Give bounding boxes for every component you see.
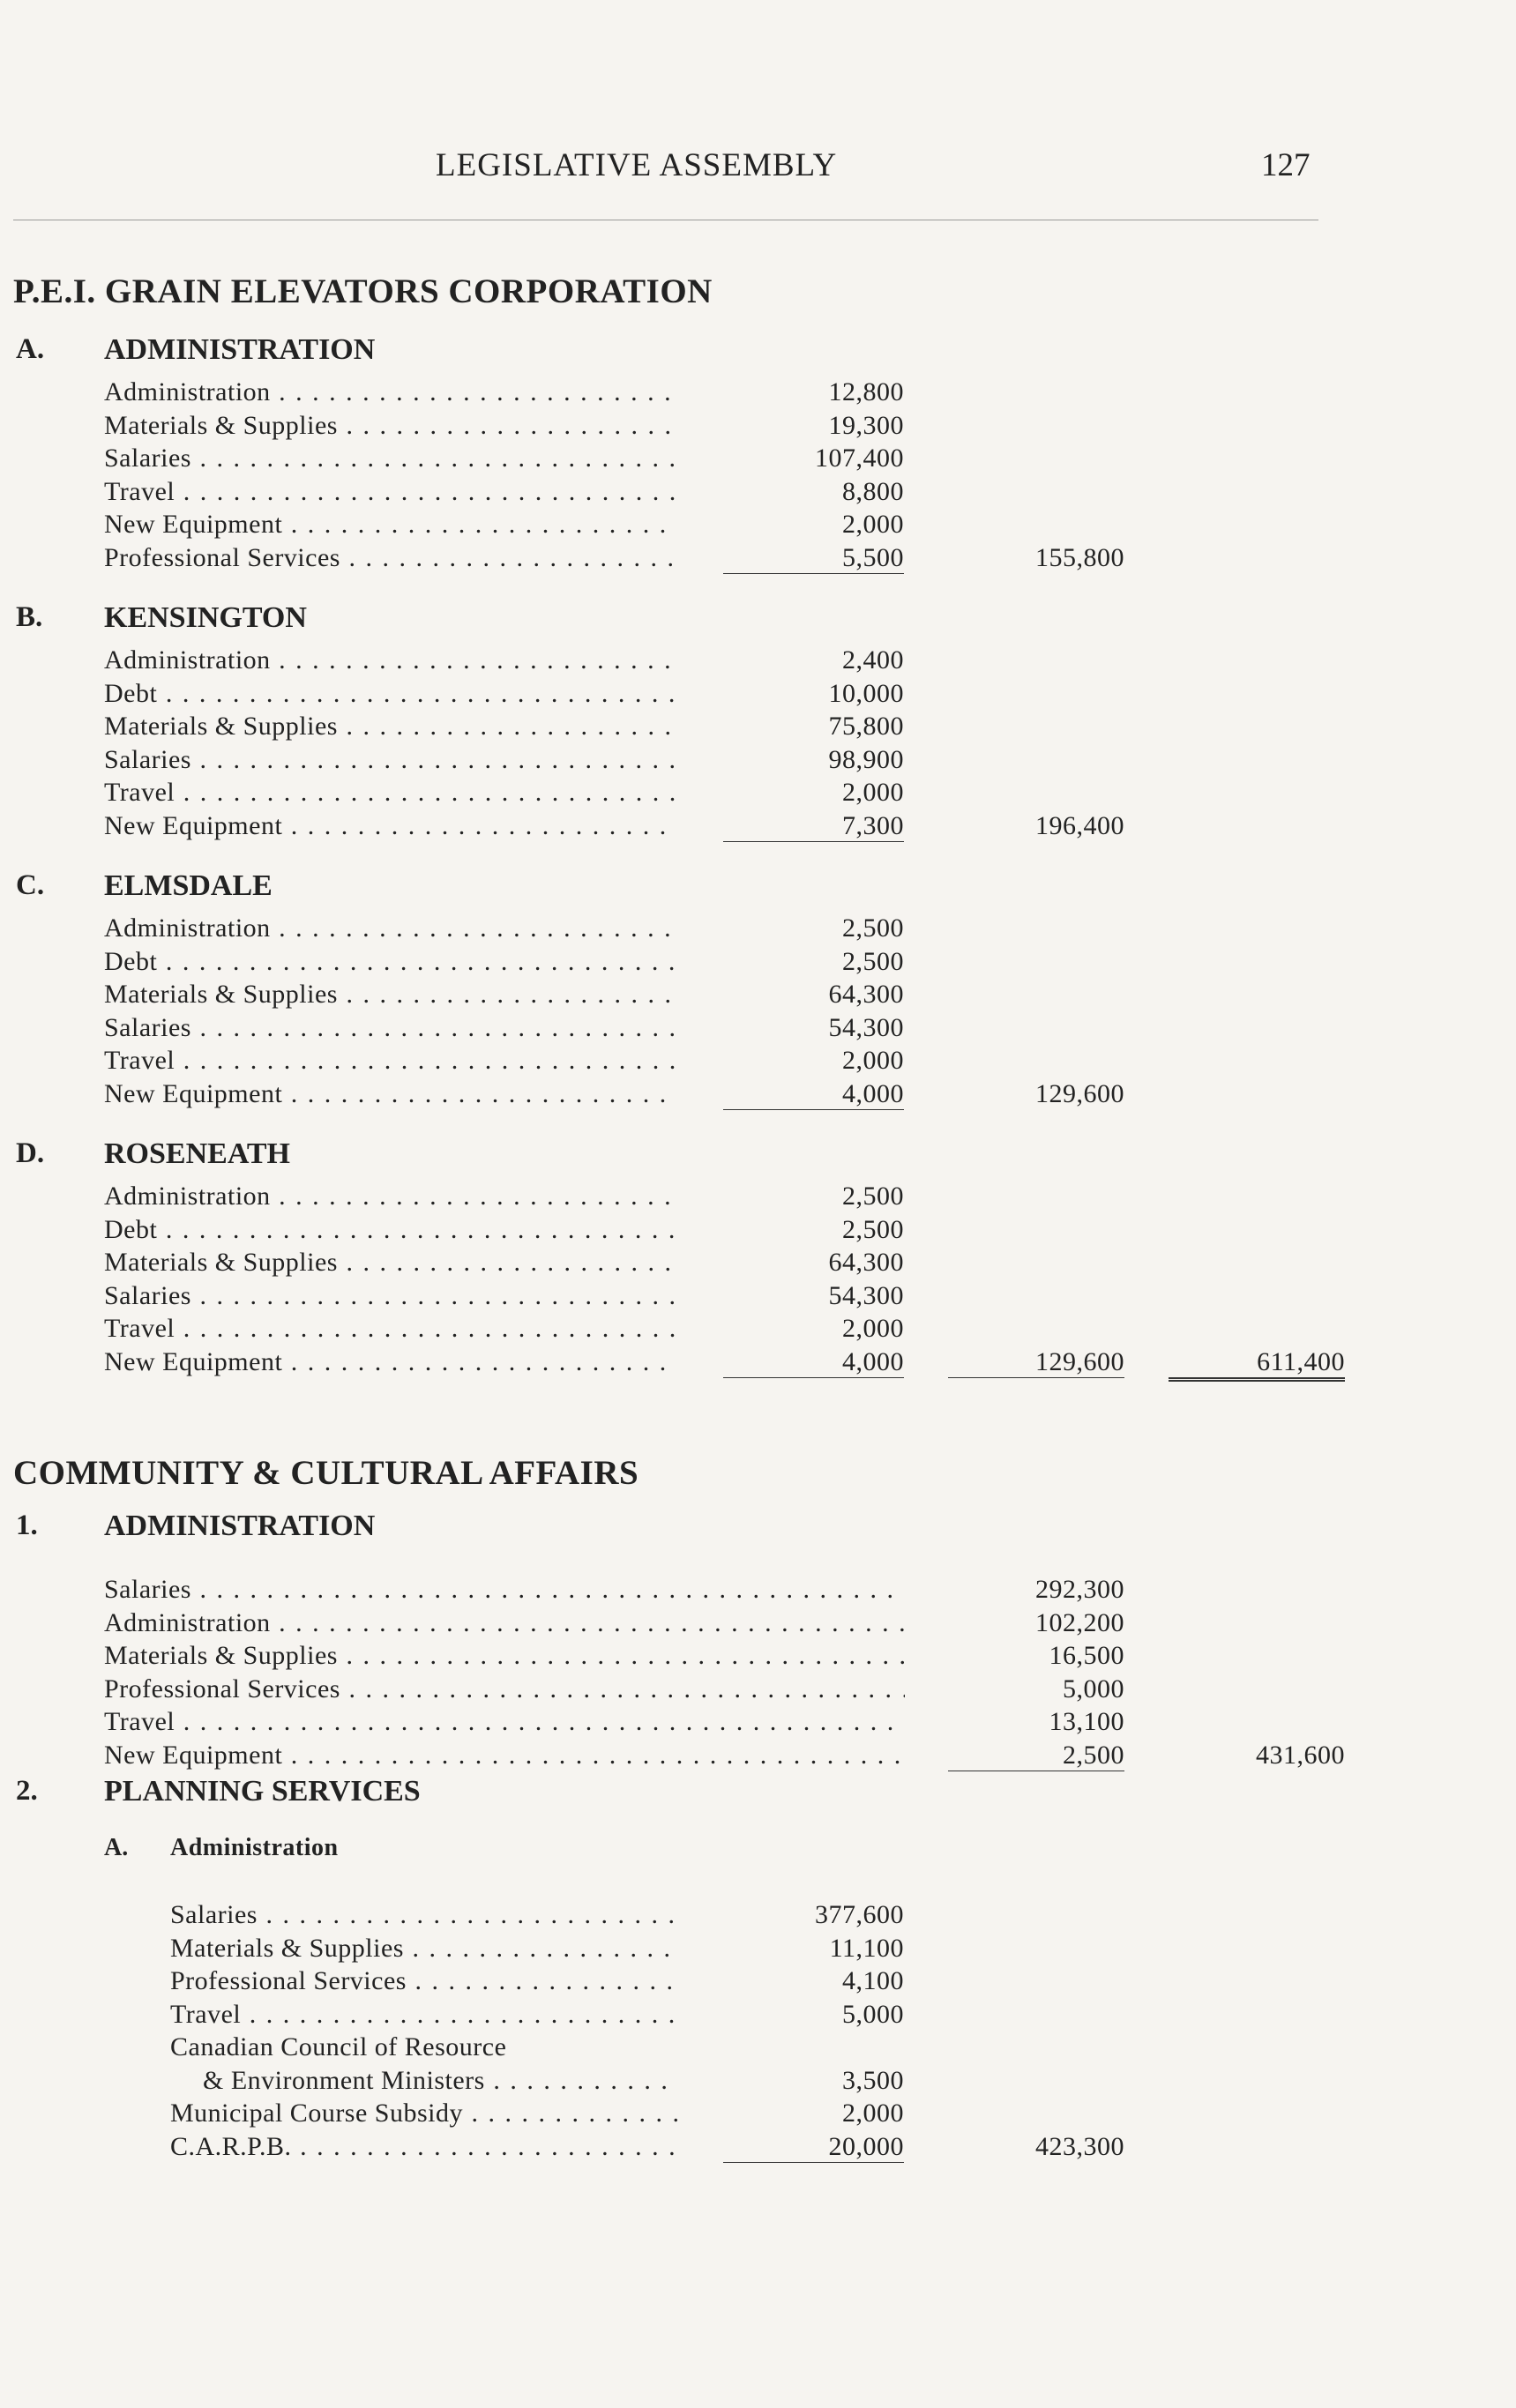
line-item-amount: 8,800 <box>842 476 904 506</box>
line-item-label: Professional Services . . . <box>104 543 677 573</box>
line-item-label: New Equipment . . . <box>104 811 677 841</box>
line-item-label: New Equipment . . . <box>104 1347 677 1377</box>
line-item-label: Administration . . . <box>104 377 677 407</box>
line-item-label: Travel . . . <box>170 2000 677 2030</box>
subsection-title: ROSENEATH <box>104 1137 290 1170</box>
line-item-label: Canadian Council of Resource <box>170 2032 507 2061</box>
section-total: 431,600 <box>1256 1740 1345 1770</box>
line-item-amount: 5,000 <box>1063 1674 1124 1703</box>
line-item-amount: 3,500 <box>842 2065 904 2095</box>
line-item-label: Administration . . . <box>104 645 677 675</box>
line-item-amount: 98,900 <box>828 744 904 774</box>
line-item-label: Travel . . . <box>104 1046 677 1076</box>
section-total: 129,600 <box>948 1347 1124 1378</box>
line-item-label: Debt . . . <box>104 679 677 709</box>
line-item-label: New Equipment . . . <box>104 1079 677 1109</box>
line-item-amount: 11,100 <box>829 1933 904 1963</box>
page-number: 127 <box>1261 147 1311 183</box>
subsection-title: ADMINISTRATION <box>104 333 376 366</box>
line-item-amount: 2,000 <box>842 1046 904 1075</box>
line-item-label: Administration . . . <box>104 1182 677 1211</box>
line-item-amount: 4,100 <box>842 1966 904 1995</box>
line-item-label: Debt . . . <box>104 1215 677 1245</box>
line-item-amount: 64,300 <box>828 980 904 1009</box>
line-item-amount: 75,800 <box>828 712 904 741</box>
section-title-community: COMMUNITY & CULTURAL AFFAIRS <box>13 1454 639 1492</box>
subsection-title: PLANNING SERVICES <box>104 1775 421 1808</box>
subsection-title: ADMINISTRATION <box>104 1510 376 1542</box>
section-total: 423,300 <box>1035 2131 1124 2161</box>
line-item-label: Salaries . . . <box>104 444 677 473</box>
section-total: 196,400 <box>1035 810 1124 840</box>
subsection-title: ELMSDALE <box>104 869 273 902</box>
line-item-amount: 2,000 <box>842 2099 904 2128</box>
line-item-amount: 16,500 <box>1049 1641 1124 1670</box>
line-item-amount: 54,300 <box>828 1012 904 1042</box>
line-item-amount: 2,400 <box>842 645 904 675</box>
line-item-amount: 2,500 <box>842 1214 904 1244</box>
line-item-label: Travel . . . <box>104 778 677 808</box>
line-item-amount: 2,500 <box>842 946 904 976</box>
line-item-amount: 54,300 <box>828 1280 904 1310</box>
line-item-amount: 107,400 <box>815 444 904 473</box>
line-item-label: Materials & Supplies . . . <box>104 712 677 742</box>
line-item-amount: 2,000 <box>842 510 904 539</box>
line-item-label: Municipal Course Subsidy . . . <box>170 2099 677 2128</box>
line-item-label: Salaries . . . <box>104 1575 905 1605</box>
subsection-letter: C. <box>16 869 45 901</box>
line-item-amount: 2,500 <box>948 1741 1124 1771</box>
line-item-label: Salaries . . . <box>104 745 677 775</box>
line-item-label: Debt . . . <box>104 947 677 977</box>
line-item-amount: 377,600 <box>815 1900 904 1929</box>
sub-subsection-title: Administration <box>170 1834 339 1861</box>
line-item-label: Materials & Supplies . . . <box>170 1934 677 1964</box>
line-item-label: Travel . . . <box>104 1314 677 1344</box>
line-item-amount: 102,200 <box>1035 1607 1124 1637</box>
line-item-label: Salaries . . . <box>104 1013 677 1043</box>
line-item-amount: 64,300 <box>828 1248 904 1277</box>
subsection-letter: B. <box>16 601 43 633</box>
line-item-amount: 4,000 <box>723 1347 904 1378</box>
page-header <box>0 146 1516 199</box>
subsection-letter: A. <box>16 333 45 365</box>
line-item-label: Materials & Supplies . . . <box>104 411 677 441</box>
subsection-title: KENSINGTON <box>104 601 307 634</box>
line-item-label: Materials & Supplies . . . <box>104 1248 677 1278</box>
running-title: LEGISLATIVE ASSEMBLY <box>436 147 838 183</box>
line-item-amount: 5,000 <box>842 1999 904 2029</box>
line-item-amount: 4,000 <box>723 1079 904 1110</box>
subsection-number: 2. <box>16 1775 38 1807</box>
subsection-number: 1. <box>16 1510 38 1541</box>
line-item-amount: 2,000 <box>842 1314 904 1343</box>
line-item-amount: 20,000 <box>723 2132 904 2163</box>
line-item-amount: 2,500 <box>842 1182 904 1211</box>
line-item-amount: 2,000 <box>842 778 904 807</box>
line-item-label: C.A.R.P.B. . . . <box>170 2132 677 2162</box>
line-item-label: Professional Services . . . <box>170 1966 677 1996</box>
line-item-label: Professional Services . . . <box>104 1674 905 1704</box>
line-item-label: Materials & Supplies . . . <box>104 980 677 1010</box>
sub-subsection-letter: A. <box>104 1834 129 1861</box>
line-item-amount: 19,300 <box>828 410 904 440</box>
line-item-label: Materials & Supplies . . . <box>104 1641 905 1671</box>
line-item-label: Travel . . . <box>104 1707 905 1737</box>
grand-total: 611,400 <box>1169 1347 1345 1382</box>
line-item-amount: 2,500 <box>842 913 904 943</box>
section-total: 155,800 <box>1035 542 1124 572</box>
subsection-letter: D. <box>16 1137 45 1169</box>
line-item-label: Travel . . . <box>104 477 677 507</box>
line-item-amount: 5,500 <box>723 543 904 574</box>
line-item-amount: 12,800 <box>828 377 904 406</box>
line-item-label: New Equipment . . . <box>104 510 677 540</box>
line-item-amount: 13,100 <box>1049 1707 1124 1736</box>
line-item-label: Salaries . . . <box>104 1281 677 1311</box>
line-item-label: & Environment Ministers . . . <box>203 2066 677 2096</box>
line-item-label: Salaries . . . <box>170 1900 677 1930</box>
line-item-amount: 10,000 <box>828 678 904 708</box>
line-item-label: Administration . . . <box>104 1608 905 1638</box>
line-item-label: Administration . . . <box>104 913 677 943</box>
line-item-amount: 292,300 <box>1035 1575 1124 1604</box>
line-item-label: New Equipment . . . <box>104 1741 905 1771</box>
section-title-grain: P.E.I. GRAIN ELEVATORS CORPORATION <box>13 272 713 310</box>
section-total: 129,600 <box>1035 1078 1124 1108</box>
line-item-amount: 7,300 <box>723 811 904 842</box>
